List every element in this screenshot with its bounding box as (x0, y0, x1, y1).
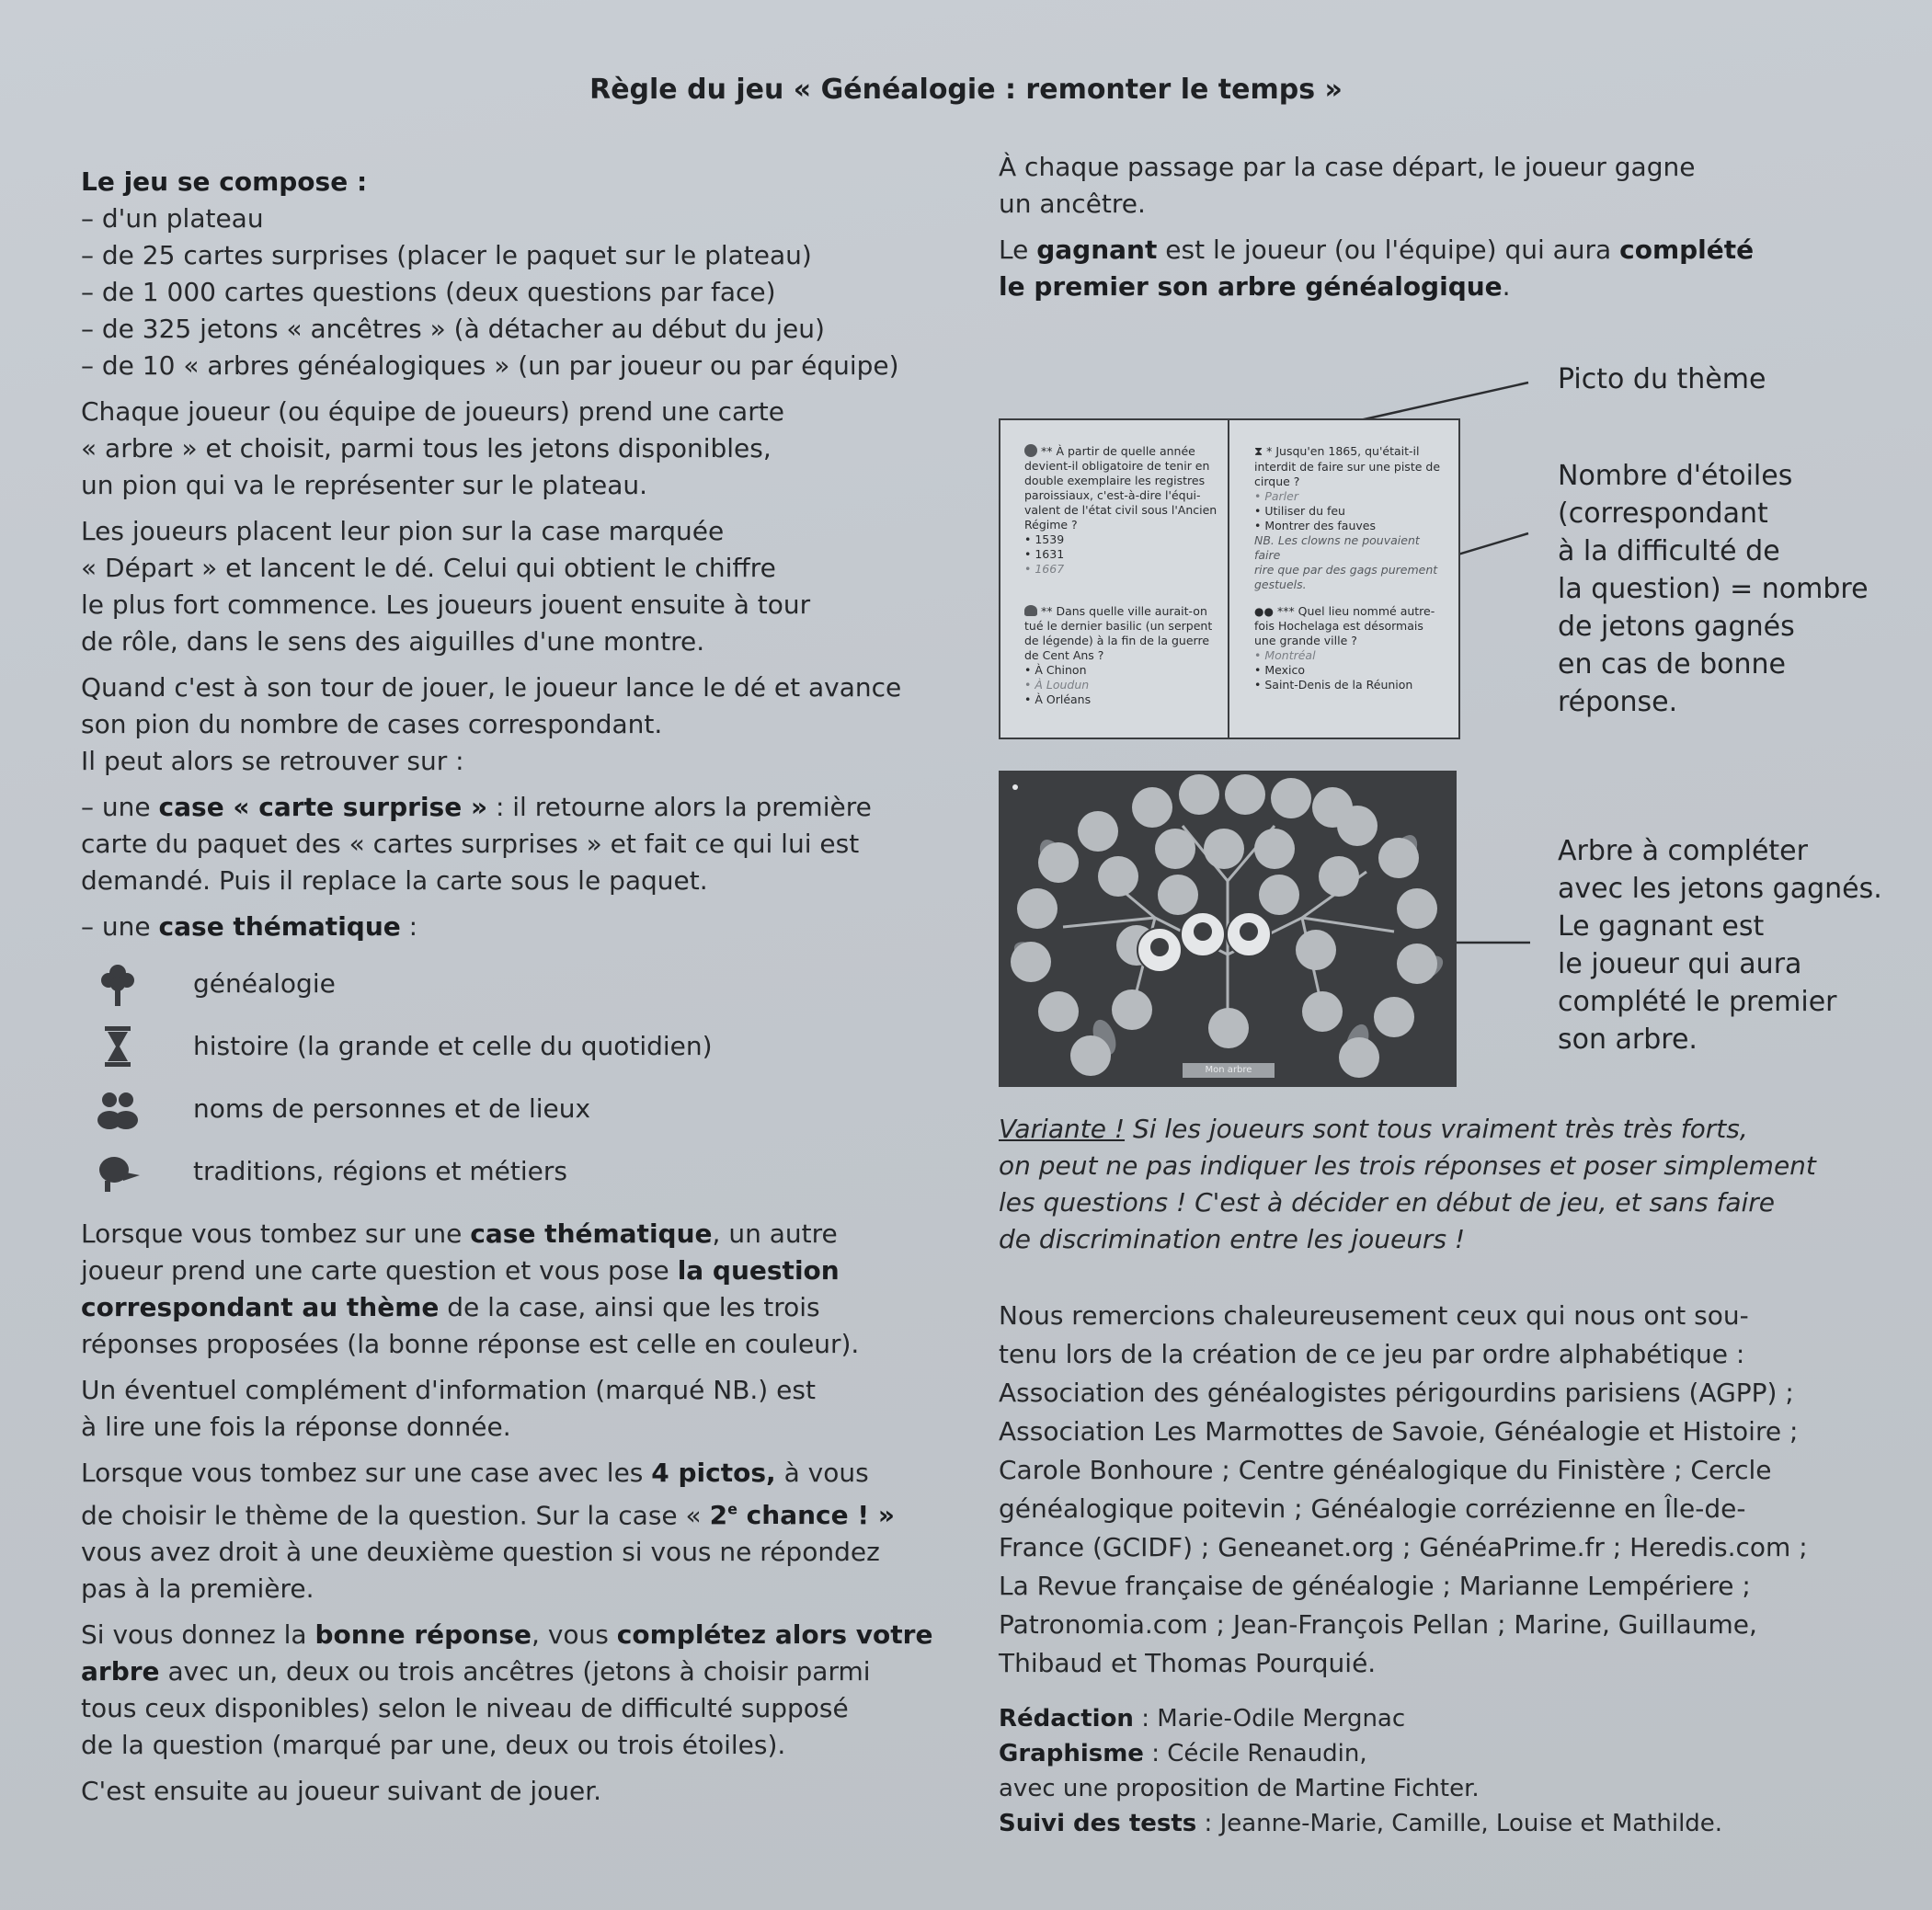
paragraph-surprise: – une case « carte surprise » : il retourne alors la première carte du paquet des « cartes surprises » et fait ce qui lui est demandé. Puis il replace la carte sous le paquet. (81, 792, 872, 896)
compose-heading: Le jeu se compose : (81, 166, 368, 197)
question-card-example (999, 418, 1460, 739)
hat-icon (1024, 605, 1037, 616)
paragraph-pictos: Lorsque vous tombez sur une case avec les 4 pictos, à vous de choisir le thème de la question. Sur la case « 2e chance ! » vous avez droit à une deuxième question si vous ne répondez pas à la première. (81, 1458, 895, 1605)
compose-item: – de 1 000 cartes questions (deux questions par face) (81, 277, 776, 307)
card-question: ** À partir de quelle année devient-il obligatoire de tenir en double exemplaire les registres paroissiaux, c'est-à-dire l'équi- valent de l'état civil sous l'Ancien Régime ? • 1539 • 1631 • 1667 (1024, 444, 1218, 576)
paragraph-choose-tree: Chaque joueur (ou équipe de joueurs) prend une carte « arbre » et choisit, parmi tous les jetons disponibles, un pion qui va le représenter sur le plateau. (81, 396, 784, 500)
paragraph-good-answer: Si vous donnez la bonne réponse, vous complétez alors votre arbre avec un, deux ou trois ancêtres (jetons à choisir parmi tous ceux disponibles) selon le niveau de difficulté supposé de la question (marqué par une, deux ou trois étoiles). (81, 1619, 933, 1761)
family-tree-illustration (999, 771, 1457, 1087)
paragraph-next-player: C'est ensuite au joueur suivant de jouer. (81, 1776, 602, 1807)
paragraph-winner: Le gagnant est le joueur (ou l'équipe) qui aura complété le premier son arbre généalogique. (999, 234, 1755, 302)
paragraph-start-bonus: À chaque passage par la case départ, le joueur gagne un ancêtre. (999, 152, 1696, 219)
compose-item: – de 10 « arbres généalogiques » (un par joueur ou par équipe) (81, 350, 899, 381)
page-title: Règle du jeu « Généalogie : remonter le temps » (589, 74, 1343, 106)
theme-item: traditions, régions et métiers (81, 1142, 909, 1205)
compose-item: – de 325 jetons « ancêtres » (à détacher au début du jeu) (81, 314, 825, 344)
paragraph-question: Lorsque vous tombez sur une case thématique, un autre joueur prend une carte question et vous pose la question correspondant au thème de la case, ainsi que les trois réponses proposées (la bonne réponse est celle en couleur). (81, 1218, 860, 1359)
paragraph-nb: Un éventuel complément d'information (marqué NB.) est à lire une fois la réponse donnée. (81, 1375, 816, 1442)
callout-stars: Nombre d'étoiles (correspondant à la difficulté de la question) = nombre de jetons gagnés en cas de bonne réponse. (1558, 460, 1869, 718)
theme-item: noms de personnes et de lieux (81, 1080, 909, 1142)
tree-footer-label: Mon arbre (1205, 1065, 1252, 1075)
thanks-paragraph: Nous remercions chaleureusement ceux qui nous ont sou- tenu lors de la création de ce jeu par ordre alphabétique : Association des généalogistes périgourdins parisiens (AGPP) ; Association Les Marmottes de Savoie, Généalogie et Histoire ; Carole Bonhoure ; Centre généalogique du Finistère ; Cercle généalogique poitevin ; Généalogie corrézienne en Île-de- France (GCIDF) ; Geneanet.org ; GénéaPrime.fr ; Heredis.com ; La Revue française de généalogie ; Marianne Lempériere ; Patronomia.com ; Jean-François Pellan ; Marine, Guillaume, Thibaud et Thomas Pourquié. (999, 1300, 1808, 1678)
tree-drawing (999, 771, 1457, 1087)
hourglass-icon: ⧗ (1254, 445, 1263, 459)
variant-paragraph: Variante ! Si les joueurs sont tous vraiment très très forts, on peut ne pas indiquer les trois réponses et poser simplement les questions ! C'est à décider en début de jeu, et sans faire de discrimination entre les joueurs ! (999, 1114, 1816, 1254)
paragraph-start: Les joueurs placent leur pion sur la case marquée « Départ » et lancent le dé. Celui qui obtient le chiffre le plus fort commence. Les joueurs jouent ensuite à tour de rôle, dans le sens des aiguilles d'une montre. (81, 516, 811, 657)
callout-tree: Arbre à compléter avec les jetons gagnés. Le gagnant est le joueur qui aura complété le premier son arbre. (1558, 835, 1882, 1056)
theme-item: généalogie (81, 955, 909, 1017)
compose-item: – d'un plateau (81, 203, 264, 234)
paragraph-thematic: – une case thématique : (81, 911, 418, 942)
theme-item: histoire (la grande et celle du quotidien) (81, 1017, 909, 1080)
card-question: ** Dans quelle ville aurait-on tué le dernier basilic (un serpent de légende) à la fin de la guerre de Cent Ans ? • À Chinon • À Loudun • À Orléans (1024, 604, 1213, 706)
credits: Rédaction : Marie-Odile Mergnac Graphisme : Cécile Renaudin, avec une proposition de Martine Fichter. Suivi des tests : Jeanne-Marie, Camille, Louise et Mathilde. (999, 1705, 1723, 1837)
callout-picto: Picto du thème (1558, 363, 1766, 395)
compose-item: – de 25 cartes surprises (placer le paquet sur le plateau) (81, 240, 812, 270)
paragraph-turn: Quand c'est à son tour de jouer, le joueur lance le dé et avance son pion du nombre de cases correspondant. Il peut alors se retrouver sur : (81, 672, 902, 776)
card-question: ●● *** Quel lieu nommé autre- fois Hochelaga est désormais une grande ville ? • Montréal • Mexico • Saint-Denis de la Réunion (1254, 604, 1435, 692)
card-question: ⧗ * Jusqu'en 1865, qu'était-il interdit de faire sur une piste de cirque ? • Parler • Utiliser du feu • Montrer des fauves NB. Les clowns ne pouvaient faire rire que par des gags purement gestuels. (1254, 444, 1441, 591)
tree-icon (1024, 444, 1037, 457)
people-icon: ●● (1254, 605, 1274, 618)
